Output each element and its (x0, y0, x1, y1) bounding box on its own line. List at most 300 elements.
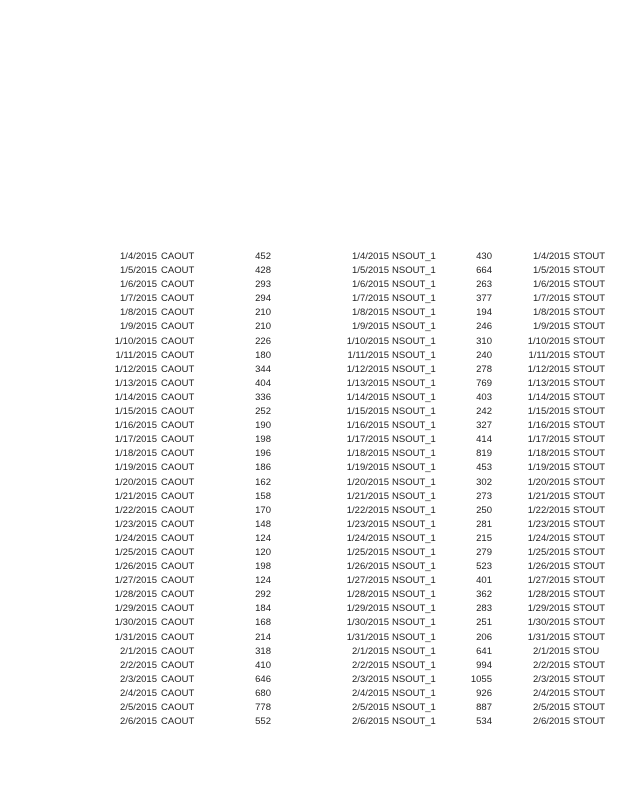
value-cell-1: 124 (255, 575, 271, 587)
date-cell-2: 1/22/2015 (346, 504, 389, 516)
date-cell-2: 2/4/2015 (352, 687, 389, 699)
table-row (0, 391, 618, 405)
label-cell-3: STOUT (573, 265, 606, 277)
label-cell-1: CAOUT (161, 434, 195, 446)
table-row (0, 687, 618, 701)
label-cell-1: CAOUT (161, 265, 195, 277)
table-row (0, 546, 618, 560)
date-cell-2: 1/5/2015 (352, 265, 389, 277)
label-cell-3: STOUT (573, 575, 606, 587)
value-cell-1: 336 (255, 391, 271, 403)
value-cell-1: 170 (255, 504, 271, 516)
table-row (0, 645, 618, 659)
date-cell-2: 1/10/2015 (346, 335, 389, 347)
date-cell-2: 1/31/2015 (346, 631, 389, 643)
label-cell-3: STOUT (573, 251, 606, 262)
label-cell-2: NSOUT_1 (392, 490, 436, 502)
date-cell-2: 1/4/2015 (352, 251, 389, 262)
value-cell-2: 240 (476, 349, 492, 361)
table-row (0, 264, 618, 278)
label-cell-2: NSOUT_1 (392, 546, 436, 558)
date-cell-2: 1/20/2015 (346, 476, 389, 488)
value-cell-2: 414 (476, 434, 492, 446)
table-row (0, 631, 618, 645)
date-cell-1: 1/12/2015 (114, 363, 157, 375)
label-cell-1: CAOUT (161, 702, 195, 713)
table-row (0, 405, 618, 419)
label-cell-1: CAOUT (161, 617, 195, 629)
value-cell-1: 428 (255, 265, 271, 277)
label-cell-1: CAOUT (161, 251, 195, 262)
value-cell-2: 534 (476, 716, 492, 728)
value-cell-2: 403 (476, 391, 492, 403)
label-cell-3: STOUT (573, 448, 606, 460)
label-cell-1: CAOUT (161, 589, 195, 601)
value-cell-1: 124 (255, 532, 271, 544)
label-cell-3: STOUT (573, 702, 606, 713)
date-cell-3: 1/12/2015 (527, 363, 570, 375)
value-cell-2: 251 (476, 617, 492, 629)
date-cell-1: 1/22/2015 (114, 504, 157, 516)
label-cell-2: NSOUT_1 (392, 702, 436, 713)
label-cell-2: NSOUT_1 (392, 504, 436, 516)
label-cell-1: CAOUT (161, 391, 195, 403)
value-cell-2: 453 (476, 462, 492, 474)
date-cell-1: 1/29/2015 (114, 603, 157, 615)
value-cell-1: 184 (255, 603, 271, 615)
table-row (0, 278, 618, 292)
label-cell-1: CAOUT (161, 321, 195, 333)
label-cell-3: STOUT (573, 293, 606, 305)
label-cell-1: CAOUT (161, 518, 195, 530)
date-cell-2: 1/18/2015 (346, 448, 389, 460)
label-cell-2: NSOUT_1 (392, 561, 436, 573)
value-cell-2: 641 (476, 645, 492, 657)
value-cell-1: 293 (255, 279, 271, 291)
date-cell-1: 2/6/2015 (120, 716, 157, 728)
value-cell-2: 215 (476, 532, 492, 544)
value-cell-1: 196 (255, 448, 271, 460)
label-cell-3: STOUT (573, 406, 606, 418)
date-cell-3: 1/17/2015 (527, 434, 570, 446)
date-cell-2: 1/11/2015 (347, 349, 389, 361)
date-cell-2: 1/19/2015 (346, 462, 389, 474)
value-cell-1: 214 (255, 631, 271, 643)
date-cell-3: 1/23/2015 (527, 518, 570, 530)
label-cell-2: NSOUT_1 (392, 518, 436, 530)
value-cell-1: 318 (255, 645, 271, 657)
label-cell-1: CAOUT (161, 462, 195, 474)
date-cell-1: 1/9/2015 (120, 321, 157, 333)
value-cell-2: 664 (476, 265, 492, 277)
date-cell-3: 1/6/2015 (533, 279, 570, 291)
label-cell-3: STOUT (573, 321, 606, 333)
date-cell-1: 1/28/2015 (114, 589, 157, 601)
label-cell-2: NSOUT_1 (392, 532, 436, 544)
value-cell-2: 206 (476, 631, 492, 643)
date-cell-1: 1/31/2015 (114, 631, 157, 643)
label-cell-1: CAOUT (161, 448, 195, 460)
table-row (0, 616, 618, 630)
label-cell-2: NSOUT_1 (392, 335, 436, 347)
label-cell-3: STOUT (573, 476, 606, 488)
date-cell-1: 1/17/2015 (114, 434, 157, 446)
date-cell-2: 1/7/2015 (352, 293, 389, 305)
label-cell-2: NSOUT_1 (392, 251, 436, 262)
value-cell-1: 198 (255, 434, 271, 446)
value-cell-1: 190 (255, 420, 271, 432)
date-cell-3: 1/19/2015 (527, 462, 570, 474)
label-cell-3: STOUT (573, 504, 606, 516)
date-cell-2: 1/30/2015 (346, 617, 389, 629)
date-cell-1: 2/3/2015 (120, 673, 157, 685)
value-cell-2: 769 (476, 377, 492, 389)
value-cell-1: 120 (255, 546, 271, 558)
date-cell-3: 2/1/2015 (533, 645, 570, 657)
label-cell-3: STOUT (573, 687, 606, 699)
date-cell-1: 2/5/2015 (120, 702, 157, 713)
label-cell-2: NSOUT_1 (392, 462, 436, 474)
date-cell-1: 2/1/2015 (120, 645, 157, 657)
date-cell-3: 1/27/2015 (527, 575, 570, 587)
date-cell-3: 1/15/2015 (527, 406, 570, 418)
date-cell-2: 1/17/2015 (346, 434, 389, 446)
value-cell-1: 210 (255, 321, 271, 333)
value-cell-2: 278 (476, 363, 492, 375)
label-cell-2: NSOUT_1 (392, 434, 436, 446)
label-cell-2: NSOUT_1 (392, 673, 436, 685)
label-cell-3: STOUT (573, 617, 606, 629)
table-row (0, 701, 618, 715)
value-cell-1: 158 (255, 490, 271, 502)
date-cell-2: 1/23/2015 (346, 518, 389, 530)
label-cell-1: CAOUT (161, 279, 195, 291)
date-cell-1: 1/21/2015 (114, 490, 157, 502)
date-cell-3: 1/4/2015 (533, 251, 570, 262)
label-cell-1: CAOUT (161, 335, 195, 347)
date-cell-3: 1/24/2015 (527, 532, 570, 544)
label-cell-1: CAOUT (161, 363, 195, 375)
date-cell-3: 2/6/2015 (533, 716, 570, 728)
value-cell-1: 168 (255, 617, 271, 629)
label-cell-1: CAOUT (161, 349, 195, 361)
label-cell-3: STOUT (573, 391, 606, 403)
date-cell-1: 2/2/2015 (120, 659, 157, 671)
label-cell-2: NSOUT_1 (392, 659, 436, 671)
label-cell-2: NSOUT_1 (392, 603, 436, 615)
date-cell-2: 1/15/2015 (346, 406, 389, 418)
label-cell-2: NSOUT_1 (392, 687, 436, 699)
value-cell-1: 198 (255, 561, 271, 573)
date-cell-1: 1/6/2015 (120, 279, 157, 291)
date-cell-2: 1/8/2015 (352, 307, 389, 319)
label-cell-2: NSOUT_1 (392, 617, 436, 629)
value-cell-1: 294 (255, 293, 271, 305)
date-cell-2: 1/29/2015 (346, 603, 389, 615)
date-cell-2: 2/6/2015 (352, 716, 389, 728)
table-row (0, 476, 618, 490)
table-row (0, 518, 618, 532)
label-cell-3: STOU (573, 645, 600, 657)
label-cell-2: NSOUT_1 (392, 420, 436, 432)
value-cell-2: 887 (476, 702, 492, 713)
date-cell-3: 1/16/2015 (527, 420, 570, 432)
label-cell-3: STOUT (573, 349, 606, 361)
value-cell-1: 552 (255, 716, 271, 728)
date-cell-2: 1/24/2015 (346, 532, 389, 544)
date-cell-3: 1/18/2015 (527, 448, 570, 460)
date-cell-3: 1/30/2015 (527, 617, 570, 629)
label-cell-2: NSOUT_1 (392, 589, 436, 601)
date-cell-1: 1/15/2015 (114, 406, 157, 418)
date-cell-3: 2/2/2015 (533, 659, 570, 671)
value-cell-1: 404 (255, 377, 271, 389)
date-cell-1: 1/23/2015 (114, 518, 157, 530)
label-cell-3: STOUT (573, 363, 606, 375)
table-row (0, 377, 618, 391)
date-cell-1: 1/20/2015 (114, 476, 157, 488)
date-cell-1: 1/16/2015 (114, 420, 157, 432)
date-cell-1: 1/18/2015 (114, 448, 157, 460)
value-cell-2: 1055 (470, 673, 492, 685)
date-cell-1: 1/26/2015 (114, 561, 157, 573)
date-cell-1: 1/19/2015 (114, 462, 157, 474)
table-row (0, 588, 618, 602)
value-cell-2: 283 (476, 603, 492, 615)
date-cell-1: 1/7/2015 (120, 293, 157, 305)
table-row (0, 250, 618, 264)
label-cell-3: STOUT (573, 335, 606, 347)
label-cell-2: NSOUT_1 (392, 631, 436, 643)
label-cell-1: CAOUT (161, 716, 195, 728)
table-row (0, 363, 618, 377)
value-cell-2: 430 (476, 251, 492, 262)
table-row (0, 659, 618, 673)
label-cell-2: NSOUT_1 (392, 377, 436, 389)
date-cell-1: 1/30/2015 (114, 617, 157, 629)
label-cell-1: CAOUT (161, 490, 195, 502)
label-cell-2: NSOUT_1 (392, 391, 436, 403)
label-cell-2: NSOUT_1 (392, 575, 436, 587)
value-cell-2: 362 (476, 589, 492, 601)
date-cell-1: 1/11/2015 (115, 349, 157, 361)
table-row (0, 673, 618, 687)
date-cell-2: 1/13/2015 (346, 377, 389, 389)
table-row (0, 335, 618, 349)
date-cell-3: 2/3/2015 (533, 673, 570, 685)
value-cell-2: 327 (476, 420, 492, 432)
table-row (0, 433, 618, 447)
date-cell-2: 1/6/2015 (352, 279, 389, 291)
value-cell-1: 452 (255, 251, 271, 262)
label-cell-2: NSOUT_1 (392, 279, 436, 291)
date-cell-3: 1/25/2015 (527, 546, 570, 558)
value-cell-1: 410 (255, 659, 271, 671)
date-cell-2: 1/27/2015 (346, 575, 389, 587)
date-cell-3: 1/26/2015 (527, 561, 570, 573)
value-cell-1: 186 (255, 462, 271, 474)
label-cell-3: STOUT (573, 518, 606, 530)
value-cell-1: 148 (255, 518, 271, 530)
value-cell-2: 377 (476, 293, 492, 305)
table-row (0, 461, 618, 475)
date-cell-2: 1/26/2015 (346, 561, 389, 573)
date-cell-3: 2/4/2015 (533, 687, 570, 699)
label-cell-1: CAOUT (161, 575, 195, 587)
label-cell-1: CAOUT (161, 631, 195, 643)
date-cell-1: 1/25/2015 (114, 546, 157, 558)
table-row (0, 490, 618, 504)
label-cell-2: NSOUT_1 (392, 265, 436, 277)
date-cell-2: 1/12/2015 (346, 363, 389, 375)
table-row (0, 419, 618, 433)
date-cell-3: 1/5/2015 (533, 265, 570, 277)
value-cell-2: 242 (476, 406, 492, 418)
date-cell-2: 1/25/2015 (346, 546, 389, 558)
value-cell-2: 263 (476, 279, 492, 291)
label-cell-3: STOUT (573, 532, 606, 544)
date-cell-1: 1/4/2015 (120, 251, 157, 262)
label-cell-2: NSOUT_1 (392, 349, 436, 361)
label-cell-3: STOUT (573, 490, 606, 502)
label-cell-3: STOUT (573, 420, 606, 432)
value-cell-2: 926 (476, 687, 492, 699)
date-cell-1: 2/4/2015 (120, 687, 157, 699)
label-cell-2: NSOUT_1 (392, 363, 436, 375)
table-row (0, 306, 618, 320)
value-cell-1: 162 (255, 476, 271, 488)
value-cell-1: 210 (255, 307, 271, 319)
date-cell-1: 1/27/2015 (114, 575, 157, 587)
date-cell-1: 1/5/2015 (120, 265, 157, 277)
table-row (0, 602, 618, 616)
table-row (0, 349, 618, 363)
date-cell-3: 1/20/2015 (527, 476, 570, 488)
date-cell-3: 1/31/2015 (527, 631, 570, 643)
value-cell-1: 680 (255, 687, 271, 699)
label-cell-3: STOUT (573, 546, 606, 558)
value-cell-1: 646 (255, 673, 271, 685)
label-cell-1: CAOUT (161, 659, 195, 671)
label-cell-1: CAOUT (161, 645, 195, 657)
date-cell-3: 1/22/2015 (527, 504, 570, 516)
label-cell-3: STOUT (573, 462, 606, 474)
value-cell-2: 281 (476, 518, 492, 530)
date-cell-1: 1/13/2015 (114, 377, 157, 389)
label-cell-1: CAOUT (161, 476, 195, 488)
table-row (0, 574, 618, 588)
label-cell-1: CAOUT (161, 406, 195, 418)
date-cell-3: 1/13/2015 (527, 377, 570, 389)
table-row (0, 715, 618, 729)
value-cell-2: 401 (476, 575, 492, 587)
value-cell-2: 250 (476, 504, 492, 516)
label-cell-1: CAOUT (161, 377, 195, 389)
label-cell-1: CAOUT (161, 293, 195, 305)
label-cell-1: CAOUT (161, 546, 195, 558)
value-cell-1: 252 (255, 406, 271, 418)
label-cell-3: STOUT (573, 589, 606, 601)
date-cell-3: 2/5/2015 (533, 702, 570, 713)
table-row (0, 532, 618, 546)
label-cell-2: NSOUT_1 (392, 476, 436, 488)
label-cell-3: STOUT (573, 673, 606, 685)
label-cell-3: STOUT (573, 377, 606, 389)
date-cell-3: 1/11/2015 (528, 349, 570, 361)
value-cell-2: 302 (476, 476, 492, 488)
table-row (0, 504, 618, 518)
date-cell-2: 2/5/2015 (352, 702, 389, 713)
value-cell-2: 246 (476, 321, 492, 333)
label-cell-3: STOUT (573, 279, 606, 291)
value-cell-1: 344 (255, 363, 271, 375)
label-cell-2: NSOUT_1 (392, 645, 436, 657)
data-sheet (0, 250, 618, 729)
date-cell-2: 1/9/2015 (352, 321, 389, 333)
label-cell-1: CAOUT (161, 307, 195, 319)
label-cell-2: NSOUT_1 (392, 307, 436, 319)
date-cell-3: 1/10/2015 (527, 335, 570, 347)
value-cell-1: 180 (255, 349, 271, 361)
date-cell-3: 1/9/2015 (533, 321, 570, 333)
label-cell-3: STOUT (573, 434, 606, 446)
value-cell-1: 226 (255, 335, 271, 347)
date-cell-3: 1/8/2015 (533, 307, 570, 319)
date-cell-1: 1/24/2015 (114, 532, 157, 544)
label-cell-1: CAOUT (161, 673, 195, 685)
value-cell-2: 994 (476, 659, 492, 671)
date-cell-2: 2/3/2015 (352, 673, 389, 685)
label-cell-2: NSOUT_1 (392, 293, 436, 305)
value-cell-2: 194 (476, 307, 492, 319)
label-cell-2: NSOUT_1 (392, 321, 436, 333)
label-cell-3: STOUT (573, 603, 606, 615)
label-cell-1: CAOUT (161, 532, 195, 544)
date-cell-2: 1/21/2015 (346, 490, 389, 502)
label-cell-2: NSOUT_1 (392, 448, 436, 460)
label-cell-2: NSOUT_1 (392, 716, 436, 728)
label-cell-3: STOUT (573, 716, 606, 728)
label-cell-3: STOUT (573, 307, 606, 319)
label-cell-3: STOUT (573, 631, 606, 643)
value-cell-2: 523 (476, 561, 492, 573)
value-cell-1: 292 (255, 589, 271, 601)
label-cell-3: STOUT (573, 659, 606, 671)
date-cell-1: 1/14/2015 (114, 391, 157, 403)
date-cell-3: 1/28/2015 (527, 589, 570, 601)
table-row (0, 320, 618, 334)
label-cell-1: CAOUT (161, 504, 195, 516)
label-cell-1: CAOUT (161, 420, 195, 432)
label-cell-1: CAOUT (161, 687, 195, 699)
value-cell-2: 819 (476, 448, 492, 460)
date-cell-2: 1/14/2015 (346, 391, 389, 403)
date-cell-2: 1/28/2015 (346, 589, 389, 601)
value-cell-2: 273 (476, 490, 492, 502)
value-cell-2: 279 (476, 546, 492, 558)
date-cell-2: 2/2/2015 (352, 659, 389, 671)
value-cell-1: 778 (255, 702, 271, 713)
date-cell-2: 1/16/2015 (346, 420, 389, 432)
date-cell-1: 1/10/2015 (114, 335, 157, 347)
table-row (0, 447, 618, 461)
date-cell-3: 1/14/2015 (527, 391, 570, 403)
label-cell-1: CAOUT (161, 561, 195, 573)
label-cell-3: STOUT (573, 561, 606, 573)
table-row (0, 560, 618, 574)
value-cell-2: 310 (476, 335, 492, 347)
table-row (0, 292, 618, 306)
